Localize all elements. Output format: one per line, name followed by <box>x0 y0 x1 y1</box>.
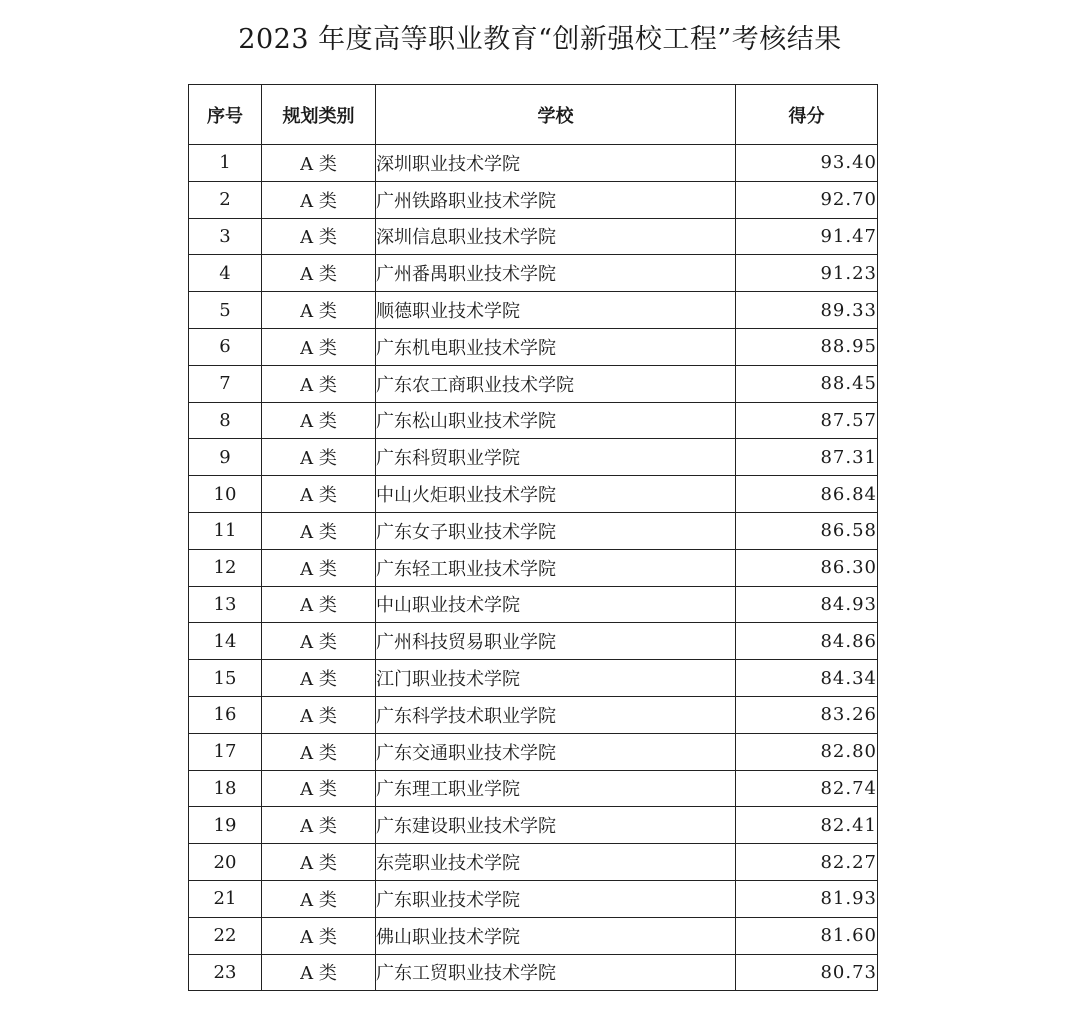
cell-school: 广东科学技术职业学院 <box>376 696 736 733</box>
table-row <box>189 476 878 513</box>
cell-index: 20 <box>189 844 262 881</box>
cell-index: 17 <box>189 733 262 770</box>
header-school: 学校 <box>376 85 736 145</box>
cell-type: A 类 <box>262 476 376 513</box>
cell-score: 81.93 <box>736 880 878 917</box>
table-row <box>189 328 878 365</box>
table-row <box>189 549 878 586</box>
cell-score: 80.73 <box>736 954 878 991</box>
table-row <box>189 218 878 255</box>
cell-type: A 类 <box>262 880 376 917</box>
cell-score: 93.40 <box>736 145 878 182</box>
table-row <box>189 733 878 770</box>
cell-school: 佛山职业技术学院 <box>376 917 736 954</box>
cell-score: 86.84 <box>736 476 878 513</box>
cell-index: 11 <box>189 512 262 549</box>
cell-index: 10 <box>189 476 262 513</box>
cell-type: A 类 <box>262 328 376 365</box>
cell-type: A 类 <box>262 402 376 439</box>
cell-school: 广东机电职业技术学院 <box>376 328 736 365</box>
table-row <box>189 365 878 402</box>
cell-type: A 类 <box>262 439 376 476</box>
cell-type: A 类 <box>262 365 376 402</box>
cell-school: 广州科技贸易职业学院 <box>376 623 736 660</box>
table-row <box>189 586 878 623</box>
cell-type: A 类 <box>262 292 376 329</box>
cell-score: 86.58 <box>736 512 878 549</box>
cell-type: A 类 <box>262 696 376 733</box>
cell-type: A 类 <box>262 660 376 697</box>
cell-score: 92.70 <box>736 181 878 218</box>
cell-type: A 类 <box>262 623 376 660</box>
cell-index: 22 <box>189 917 262 954</box>
cell-school: 广州番禺职业技术学院 <box>376 255 736 292</box>
cell-type: A 类 <box>262 917 376 954</box>
cell-type: A 类 <box>262 733 376 770</box>
cell-score: 88.45 <box>736 365 878 402</box>
cell-score: 86.30 <box>736 549 878 586</box>
header-score: 得分 <box>736 85 878 145</box>
page-title: 2023 年度高等职业教育“创新强校工程”考核结果 <box>238 24 842 55</box>
table-row <box>189 807 878 844</box>
cell-school: 广东建设职业技术学院 <box>376 807 736 844</box>
table-row <box>189 844 878 881</box>
cell-score: 91.47 <box>736 218 878 255</box>
cell-index: 9 <box>189 439 262 476</box>
table-body <box>189 145 878 991</box>
cell-index: 23 <box>189 954 262 991</box>
cell-school: 江门职业技术学院 <box>376 660 736 697</box>
cell-school: 广东工贸职业技术学院 <box>376 954 736 991</box>
cell-index: 7 <box>189 365 262 402</box>
cell-index: 1 <box>189 145 262 182</box>
cell-type: A 类 <box>262 549 376 586</box>
cell-index: 6 <box>189 328 262 365</box>
cell-index: 2 <box>189 181 262 218</box>
table-row <box>189 145 878 182</box>
cell-index: 8 <box>189 402 262 439</box>
cell-type: A 类 <box>262 807 376 844</box>
cell-type: A 类 <box>262 586 376 623</box>
cell-school: 广东农工商职业技术学院 <box>376 365 736 402</box>
cell-index: 19 <box>189 807 262 844</box>
table-header-row <box>189 85 878 145</box>
cell-index: 13 <box>189 586 262 623</box>
cell-score: 82.27 <box>736 844 878 881</box>
table-row <box>189 623 878 660</box>
cell-score: 81.60 <box>736 917 878 954</box>
cell-score: 82.41 <box>736 807 878 844</box>
cell-index: 5 <box>189 292 262 329</box>
cell-school: 中山职业技术学院 <box>376 586 736 623</box>
cell-school: 广州铁路职业技术学院 <box>376 181 736 218</box>
cell-type: A 类 <box>262 770 376 807</box>
results-table <box>188 84 878 991</box>
cell-type: A 类 <box>262 255 376 292</box>
header-index: 序号 <box>189 85 262 145</box>
cell-type: A 类 <box>262 145 376 182</box>
table-row <box>189 954 878 991</box>
cell-index: 21 <box>189 880 262 917</box>
cell-school: 东莞职业技术学院 <box>376 844 736 881</box>
cell-score: 82.74 <box>736 770 878 807</box>
cell-score: 88.95 <box>736 328 878 365</box>
cell-score: 89.33 <box>736 292 878 329</box>
table-row <box>189 181 878 218</box>
table-row <box>189 512 878 549</box>
header-type: 规划类别 <box>262 85 376 145</box>
table-row <box>189 696 878 733</box>
cell-score: 84.93 <box>736 586 878 623</box>
cell-index: 18 <box>189 770 262 807</box>
table-row <box>189 292 878 329</box>
cell-type: A 类 <box>262 218 376 255</box>
cell-school: 广东女子职业技术学院 <box>376 512 736 549</box>
cell-type: A 类 <box>262 844 376 881</box>
cell-index: 3 <box>189 218 262 255</box>
table-row <box>189 439 878 476</box>
cell-score: 82.80 <box>736 733 878 770</box>
table-row <box>189 880 878 917</box>
cell-school: 广东轻工职业技术学院 <box>376 549 736 586</box>
table-row <box>189 917 878 954</box>
cell-school: 广东理工职业学院 <box>376 770 736 807</box>
cell-index: 4 <box>189 255 262 292</box>
cell-index: 15 <box>189 660 262 697</box>
table-row <box>189 770 878 807</box>
cell-score: 87.57 <box>736 402 878 439</box>
cell-score: 83.26 <box>736 696 878 733</box>
cell-school: 顺德职业技术学院 <box>376 292 736 329</box>
table-row <box>189 255 878 292</box>
table-header <box>189 85 878 145</box>
cell-school: 广东交通职业技术学院 <box>376 733 736 770</box>
cell-school: 深圳职业技术学院 <box>376 145 736 182</box>
cell-score: 84.86 <box>736 623 878 660</box>
cell-school: 广东松山职业技术学院 <box>376 402 736 439</box>
table-row <box>189 402 878 439</box>
cell-score: 84.34 <box>736 660 878 697</box>
cell-index: 14 <box>189 623 262 660</box>
cell-type: A 类 <box>262 954 376 991</box>
cell-index: 16 <box>189 696 262 733</box>
cell-index: 12 <box>189 549 262 586</box>
cell-type: A 类 <box>262 512 376 549</box>
cell-school: 深圳信息职业技术学院 <box>376 218 736 255</box>
cell-school: 广东职业技术学院 <box>376 880 736 917</box>
cell-school: 广东科贸职业学院 <box>376 439 736 476</box>
cell-score: 91.23 <box>736 255 878 292</box>
table-row <box>189 660 878 697</box>
cell-school: 中山火炬职业技术学院 <box>376 476 736 513</box>
cell-type: A 类 <box>262 181 376 218</box>
cell-score: 87.31 <box>736 439 878 476</box>
